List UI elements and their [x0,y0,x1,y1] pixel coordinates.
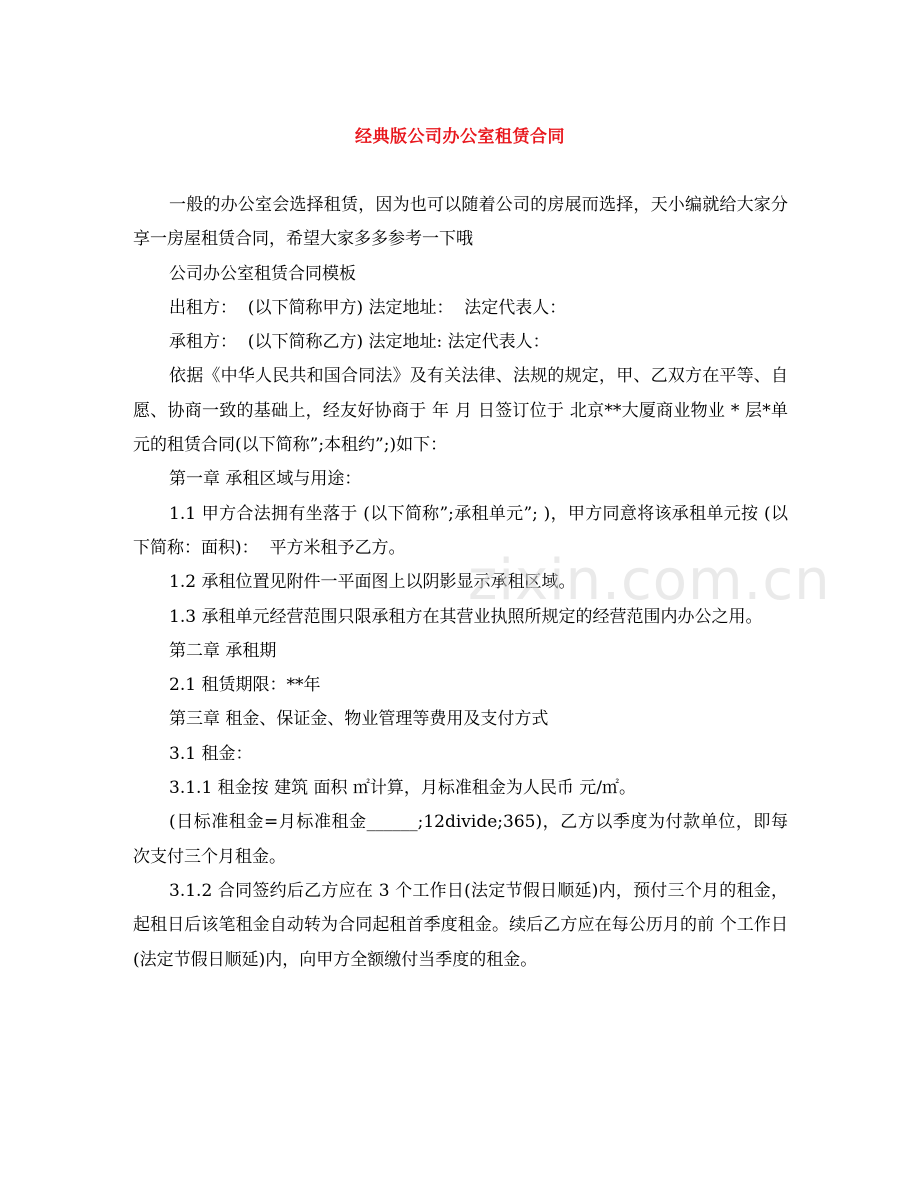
clause-2-1: 2.1 租赁期限：**年 [169,675,321,696]
clause-1-1: 1.1 甲方合法拥有坐落于 (以下简称”;承租单元”; )，甲方同意将该承租单元按 (以下简称：面积)： 平方米租予乙方。 [133,503,788,558]
clause-1-3: 1.3 承租单元经营范围只限承租方在其营业执照所规定的经营范围内办公之用。 [169,606,763,627]
clause-1-2: 1.2 承租位置见附件一平面图上以阴影显示承租区域。 [169,572,576,593]
chapter-heading-1: 第一章 承租区域与用途： [169,469,362,490]
document-body [133,188,788,977]
paragraph-intro: 一般的办公室会选择租赁，因为也可以随着公司的房展而选择，天小编就给大家分享一房屋租赁合同，希望大家多多参考一下哦 [133,195,788,250]
watermark: zixin.com.cn [468,548,831,613]
paragraph-basis: 依据《中华人民共和国合同法》及有关法律、法规的规定，甲、乙双方在平等、自愿、协商一致的基础上，经友好协商于 年 月 日签订位于 北京**大厦商业物业 * 层*单元的租赁合同(以下简称”;本租约”;)如下： [133,366,788,456]
paragraph-lessor: 出租方： (以下简称甲方) 法定地址： 法定代表人： [169,297,567,318]
chapter-heading-2: 第二章 承租期 [169,640,277,661]
paragraph-template-title: 公司办公室租赁合同模板 [169,263,356,284]
clause-3-1-2: 3.1.2 合同签约后乙方应在 3 个工作日(法定节假日顺延)内，预付三个月的租金，起租日后该笔租金自动转为合同起租首季度租金。续后乙方应在每公历月的前 个工作日(法定节假日顺延)内，向甲方全额缴付当季度的租金。 [133,880,788,970]
clause-daily-rent: (日标准租金=月标准租金______;12divide;365)，乙方以季度为付款单位，即每次支付三个月租金。 [133,812,788,867]
paragraph-lessee: 承租方： (以下简称乙方) 法定地址: 法定代表人： [169,332,550,353]
document-title: 经典版公司办公室租赁合同 [355,127,565,147]
chapter-heading-3: 第三章 租金、保证金、物业管理等费用及支付方式 [169,709,549,730]
clause-3-1: 3.1 租金： [169,743,253,764]
clause-3-1-1: 3.1.1 租金按 建筑 面积 ㎡计算，月标准租金为人民币 元/㎡。 [169,778,637,799]
